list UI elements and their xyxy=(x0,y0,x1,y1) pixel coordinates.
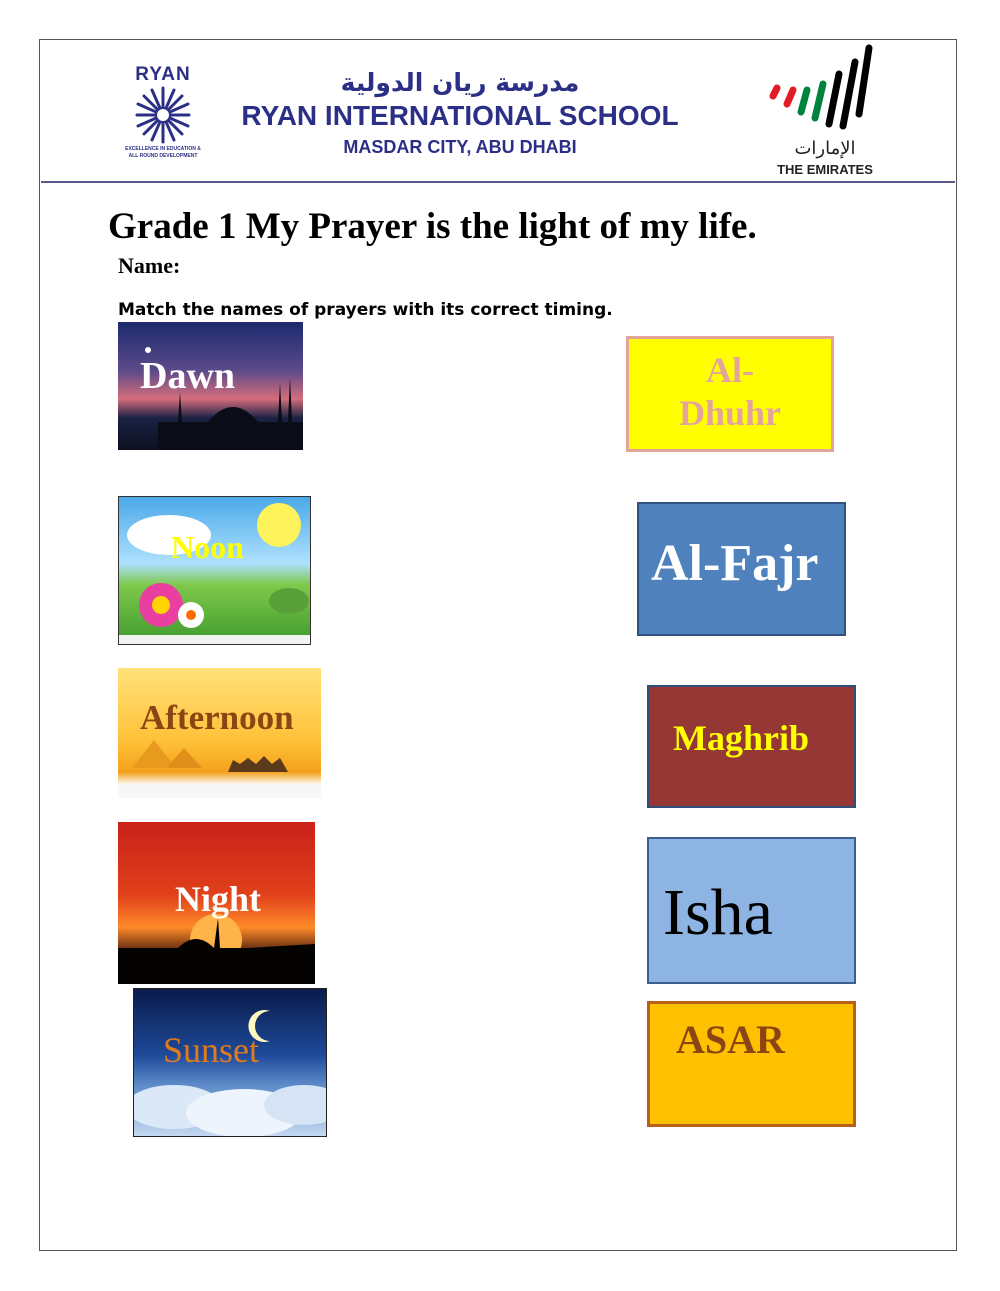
timing-tile-afternoon[interactable] xyxy=(118,668,321,798)
worksheet-title: Grade 1 My Prayer is the light of my life. xyxy=(108,206,757,247)
timing-label: Noon xyxy=(171,529,244,565)
prayer-label: Isha xyxy=(663,876,773,949)
prayer-card-maghrib[interactable] xyxy=(647,685,856,808)
emirates-text: THE EMIRATES xyxy=(777,162,873,177)
instructions: Match the names of prayers with its correct timing. xyxy=(118,300,613,320)
timing-tile-noon[interactable] xyxy=(118,496,311,645)
name-label: Name: xyxy=(118,253,181,278)
timing-tile-dawn[interactable] xyxy=(118,322,303,450)
prayer-label: ASAR xyxy=(676,1017,785,1062)
prayer-card-asar[interactable] xyxy=(647,1001,856,1127)
header-divider xyxy=(41,181,955,183)
timing-label: Afternoon xyxy=(140,698,294,737)
prayer-label: Maghrib xyxy=(673,718,810,758)
school-name: RYAN INTERNATIONAL SCHOOL xyxy=(241,100,679,131)
prayer-card-fajr[interactable] xyxy=(637,502,846,636)
timing-label: Dawn xyxy=(140,355,236,397)
emirates-stripes-icon xyxy=(765,42,885,138)
prayer-label: Al-Fajr xyxy=(651,535,819,592)
ryan-logo xyxy=(120,64,206,168)
sun-emblem-icon xyxy=(134,84,192,146)
school-name-arabic: مدرسة ريان الدولية xyxy=(340,68,580,97)
timing-label: Night xyxy=(175,879,262,919)
school-location: MASDAR CITY, ABU DHABI xyxy=(343,137,577,157)
prayer-card-isha[interactable] xyxy=(647,837,856,984)
logo-word: RYAN xyxy=(135,64,191,85)
timing-tile-sunset[interactable] xyxy=(133,988,327,1137)
prayer-card-dhuhr[interactable] xyxy=(626,336,834,452)
sun-flowers-icon xyxy=(119,497,311,645)
emirates-arabic: الإمارات xyxy=(794,138,856,159)
timing-label: Sunset xyxy=(163,1030,260,1070)
prayer-label: Al- Dhuhr xyxy=(678,350,782,433)
timing-tile-night[interactable] xyxy=(118,822,315,984)
emirates-logo xyxy=(765,42,885,182)
logo-motto: EXCELLENCE IN EDUCATION & ALL ROUND DEVELOPMENT xyxy=(125,146,201,159)
